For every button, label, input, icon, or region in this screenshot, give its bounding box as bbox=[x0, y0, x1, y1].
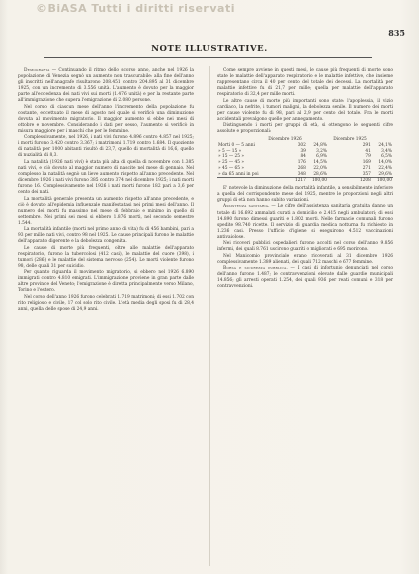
table-total-row bbox=[217, 178, 393, 184]
paragraph bbox=[18, 160, 194, 196]
table-total-cell: 1217 bbox=[263, 178, 307, 184]
paragraph-text: Nel Manicomio provinciale erano ricoverati al 31 dicembre 1926 complessivamente 1.389 alienati, dei quali 712 maschi e 677 femmine. bbox=[217, 253, 393, 265]
paragraph bbox=[217, 123, 393, 135]
table-cell: » 45 — 65 » bbox=[218, 165, 244, 171]
paragraph bbox=[18, 246, 194, 270]
right-column-after bbox=[217, 186, 393, 290]
paragraph-text: Le cause di morte più frequenti, oltre alle malattie dell'apparato respiratorio, furono la tubercolosi (412 casi), le malattie del cuore (398), i tumori (286) e le malattie del sistema nervoso (254). Le morti violente furono 98, delle quali 31 per suicidio. bbox=[18, 245, 194, 269]
table-row bbox=[217, 143, 393, 149]
paragraph bbox=[217, 99, 393, 123]
table-cell: 28,6% bbox=[313, 171, 327, 177]
table-cell: 3,2% bbox=[316, 148, 327, 154]
paragraph bbox=[18, 270, 194, 294]
table-body bbox=[217, 143, 393, 184]
paragraph-text: La mortalità generale presenta un aumento rispetto all'anno precedente, e ciò è dovuto all'epidemia influenzale manifestatasi nei primi mesi dell'anno. Il numero dei morti fu massimo nel mese di febbraio e minimo in quello di settembre. Nei primi sei mesi si ebbero 1.876 morti, nel secondo semestre 1.544. bbox=[18, 196, 194, 226]
table-cell: 6,9% bbox=[316, 154, 327, 160]
paragraph bbox=[18, 135, 194, 159]
table-cell: » 5 — 15 » bbox=[218, 148, 242, 154]
watermark: ©BiASA Tutti i diritti riservati bbox=[36, 2, 235, 15]
paragraph-text: . — Le cifre dell'assistenza sanitaria gratuita danno un totale di 16.692 ammalati curati a domicilio e 2.415 negli ambulatori; di essi 14.890 furono dimessi guariti e 1.802 morti. Nelle farmacie comunali furono spedite 98.740 ricette. Il servizio di guardia medica notturna fu richiesto in 1.236 casi. Presso l'ufficio d'igiene si eseguirono 4.512 vaccinazioni antivaiolose. bbox=[217, 204, 393, 240]
table-cell: 6,5% bbox=[381, 154, 392, 160]
paragraph-text: La natalità (1926 nati vivi) è stata più alta di quella di novembre con 1.385 nati vivi, e ciò dovuto al maggior numero di nascite nel mese di gennaio. Nel complesso la natalità segnò un lieve aumento rispetto all'anno precedente. Nel dicembre 1926 i nati vivi furono 385 contro 374 nel dicembre 1925; i nati morti furono 16. Complessivamente nel 1926 i nati morti furono 182 pari a 3,6 per cento dei nati. bbox=[18, 159, 194, 196]
table-cell: 302 bbox=[297, 143, 306, 148]
table-cell: 291 bbox=[362, 143, 371, 148]
table-row bbox=[217, 166, 393, 172]
paragraph bbox=[217, 241, 393, 253]
table-total-cell: 100,00 bbox=[372, 178, 393, 184]
paragraph-text: — Continuando il ritmo dello scorso anno, anche nel 1926 la popolazione di Venezia segnò un aumento non trascurabile: alla fine dell'anno gli inscritti nell'anagrafe risultarono 208.451 contro 204.895 al 31 dicembre 1925, con un incremento di 3.556 unità. L'aumento è dovuto per la maggior parte all'eccedenza dei nati vivi sui morti (1.476 unità) e per la restante parte all'immigrazione che supera l'emigrazione di 2.080 persone. bbox=[18, 68, 194, 104]
paragraph-text: Nel corso di ciascun mese dell'anno l'incremento della popolazione fu costante, eccettuato il mese di agosto nel quale si verificò una diminuzione dovuta al movimento migratorio. Il maggior aumento si ebbe nei mesi di ottobre e novembre. Considerando i dati per sesso, l'aumento si verificò in misura maggiore per i maschi che per le femmine. bbox=[18, 104, 194, 134]
right-column bbox=[217, 68, 393, 291]
table-total-cell: 100,00 bbox=[307, 178, 328, 184]
left-column bbox=[18, 68, 194, 313]
paragraph bbox=[18, 68, 194, 104]
table-total-cell: 1208 bbox=[328, 178, 372, 184]
table-cell: 79 bbox=[365, 154, 371, 160]
paragraph-text: Le altre cause di morte più importanti sono state: l'apoplessia, il vizio cardiaco, la nefrite, i tumori maligni, la debolezza senile. Il numero dei morti per cause violente fu di 98, pari al 2,9 per cento del totale. Fra le morti accidentali prevalgono quelle per annegamento. bbox=[217, 98, 393, 122]
paragraph bbox=[18, 105, 194, 135]
table-cell: 357 bbox=[362, 171, 371, 177]
paragraph-text: Come sempre avviene in questi mesi, le cause più frequenti di morte sono state le malattie dell'apparato respiratorio e le malattie infettive, che insieme rappresentano circa il 40 per cento del totale dei decessi. La mortalità per malattie infettive fu di 21,7 per mille; quella per malattie dell'apparato respiratorio di 32,4 per mille morti. bbox=[217, 68, 393, 98]
table-cell: 41 bbox=[365, 148, 371, 154]
table-cell: » da 65 anni in poi bbox=[218, 171, 259, 177]
title-rule bbox=[44, 57, 372, 58]
paragraph bbox=[217, 186, 393, 204]
paragraph bbox=[18, 197, 194, 227]
mortality-age-table bbox=[217, 137, 393, 184]
paragraph-lead: Borsa e sicurezza pubblica bbox=[223, 266, 287, 272]
table-total-cell bbox=[217, 178, 263, 184]
table-row bbox=[217, 160, 393, 166]
table-header-cell: Dicembre 1926 bbox=[268, 137, 302, 143]
table-cell: 271 bbox=[362, 165, 371, 171]
paragraph-text: Nel corso dell'anno 1926 furono celebrati 1.719 matrimoni; di essi 1.702 con rito religioso e civile, 17 col solo rito civile. L'età media degli sposi fu di 28,4 anni, quella delle spose di 24,9 anni. bbox=[18, 294, 194, 312]
paragraph-text: Complessivamente, nel 1926, i nati vivi furono 4.896 contro 4.857 nel 1925; i morti furono 3.420 contro 3.367; i matrimoni 1.719 contro 1.684. Il quoziente di natalità per 1000 abitanti risultò di 23,7, quello di mortalità di 16,6, quello di nuzialità di 8,3. bbox=[18, 135, 194, 159]
table-cell: 3,4% bbox=[381, 148, 392, 154]
paragraph-text: Per quanto riguarda il movimento migratorio, si ebbero nel 1926 6.890 immigrati contro 4.810 emigrati. L'immigrazione proviene in gran parte dalle altre province del Veneto; l'emigrazione è diretta principalmente verso Milano, Torino e l'estero. bbox=[18, 270, 194, 294]
paragraph-text: Nei ricoveri pubblici ospedalieri furono accolti nel corso dell'anno 9.856 infermi, dei quali 8.761 uscirono guariti o migliorati e 695 morirono. bbox=[217, 241, 393, 253]
paragraph bbox=[217, 254, 393, 266]
table-cell: 348 bbox=[297, 171, 306, 177]
right-column-intro bbox=[217, 68, 393, 135]
paragraph bbox=[18, 227, 194, 245]
table-cell: » 15 — 25 » bbox=[218, 154, 244, 160]
paragraph bbox=[217, 204, 393, 240]
page-number: 835 bbox=[388, 28, 405, 38]
table-cell: 39 bbox=[300, 148, 306, 154]
table-cell: 24,1% bbox=[378, 143, 392, 148]
table-cell: 22,0% bbox=[313, 165, 327, 171]
paragraph-text: La mortalità infantile (morti nel primo anno di vita) fu di 456 bambini, pari a 93 per mille nati vivi, contro 98 nel 1925. Le cause principali furono le malattie dell'apparato digerente e la debolezza congenita. bbox=[18, 227, 194, 245]
table-row bbox=[217, 172, 393, 178]
table-cell: 84 bbox=[300, 154, 306, 160]
table-cell: 24,8% bbox=[313, 143, 327, 148]
table-cell: Morti 0 — 5 anni bbox=[218, 143, 255, 148]
section-title: NOTE ILLUSTRATIVE. bbox=[151, 44, 268, 54]
table-cell: 14,0% bbox=[378, 160, 392, 166]
paragraph-text: Distinguendo i morti per gruppi di età, si ottengono le seguenti cifre assolute e proporzionali: bbox=[217, 123, 393, 135]
paragraph bbox=[217, 68, 393, 98]
column-divider bbox=[209, 66, 210, 566]
paragraph-lead: Assistenza sanitaria bbox=[223, 204, 269, 210]
paragraph bbox=[217, 266, 393, 290]
table-cell: 29,6% bbox=[378, 171, 392, 177]
table-header-cell: Dicembre 1925 bbox=[333, 137, 367, 143]
table-cell: 268 bbox=[297, 165, 306, 171]
table-cell: 169 bbox=[362, 160, 371, 166]
paragraph-text: E' notevole la diminuzione della mortalità infantile, a sensibilmente inferiore a quella del corrispondente mese del 1925, mentre le proporzioni negli altri gruppi di età non hanno subito variazioni. bbox=[217, 185, 393, 204]
paragraph bbox=[18, 295, 194, 313]
table-cell: 22,4% bbox=[378, 165, 392, 171]
table-cell: 14,5% bbox=[313, 160, 327, 166]
paragraph-text: . — I casi di infortunio denunciati nel corso dell'anno furono 1.487; le contravvenzioni elevate dalle guardie municipali 14.856; gli arresti operati 1.254, dei quali 936 per reati comuni e 318 per contravvenzioni. bbox=[217, 266, 393, 290]
table-cell: 176 bbox=[297, 160, 306, 166]
table-cell: » 25 — 45 » bbox=[218, 160, 244, 166]
paragraph-lead: Demografia bbox=[24, 68, 50, 73]
